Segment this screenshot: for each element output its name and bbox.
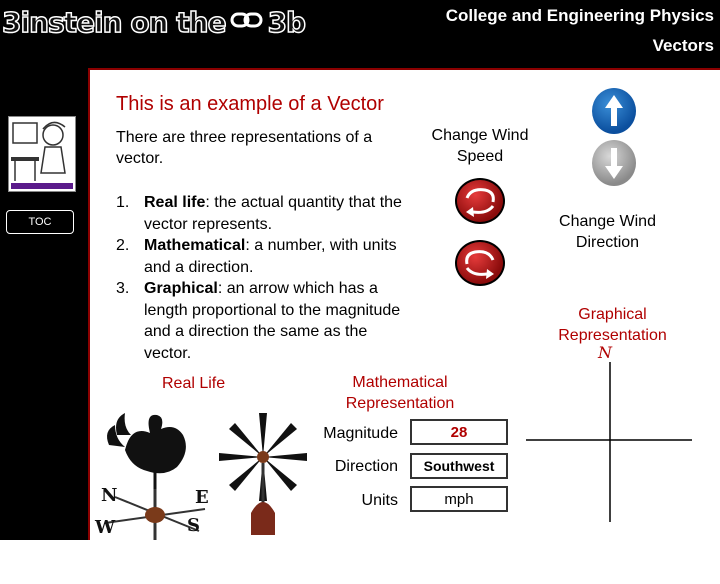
chain-link-icon xyxy=(230,8,264,37)
compass-e: E xyxy=(195,487,209,508)
compass-w: W xyxy=(95,517,116,538)
list-item: 3. Graphical: an arrow which has a length proportional to the magnitude and a direction the same as the vector. xyxy=(116,280,401,362)
pinwheel-icon xyxy=(219,413,307,535)
intro-text: There are three representations of a vector. xyxy=(116,129,373,167)
weathervane-image xyxy=(95,405,320,540)
rotate-left-icon xyxy=(457,180,503,222)
rotate-right-icon xyxy=(457,242,503,284)
graphical-representation-label: Graphical Representation xyxy=(558,306,667,344)
logo-text: 3instein on the xyxy=(2,5,226,39)
representations-list xyxy=(116,192,406,364)
left-sidebar xyxy=(0,68,88,584)
list-item: 2. Mathematical: a number, with units and a direction. xyxy=(116,237,397,276)
change-wind-speed-label: Change Wind Speed xyxy=(431,127,529,165)
logo-text-suffix: 3b xyxy=(267,5,306,39)
compass-s: S xyxy=(187,515,200,536)
rotate-counterclockwise-button[interactable] xyxy=(455,178,505,224)
magnitude-label: Magnitude xyxy=(323,425,398,442)
page-number: 3 xyxy=(18,568,26,584)
einstein-cartoon-image xyxy=(8,116,76,192)
einstein-logo xyxy=(2,2,305,42)
north-axis-label: N xyxy=(598,343,612,362)
units-label: Units xyxy=(361,492,398,509)
section-title: Vectors xyxy=(652,36,714,55)
direction-field: Southwest xyxy=(410,453,508,479)
magnitude-field: 28 xyxy=(410,419,508,445)
rotate-clockwise-button[interactable] xyxy=(455,240,505,286)
arrow-down-icon xyxy=(592,140,636,186)
change-wind-direction-label: Change Wind Direction xyxy=(559,213,656,251)
toc-button[interactable]: TOC xyxy=(6,210,74,234)
arrow-up-icon xyxy=(592,88,636,134)
compass-n: N xyxy=(101,485,118,506)
graphical-axes xyxy=(520,362,700,524)
list-item: 1. Real life: the actual quantity that the vector represents. xyxy=(116,194,402,233)
real-life-label: Real Life xyxy=(162,375,226,392)
rooster-icon xyxy=(107,413,186,489)
mathematical-representation-label: Mathematical Representation xyxy=(345,374,455,412)
decrease-speed-button[interactable] xyxy=(592,140,636,186)
header-bar xyxy=(0,0,720,68)
course-title: College and Engineering Physics xyxy=(445,6,714,25)
slide-heading: This is an example of a Vector xyxy=(116,93,384,115)
units-field: mph xyxy=(410,486,508,512)
increase-speed-button[interactable] xyxy=(592,88,636,134)
direction-label: Direction xyxy=(334,458,398,475)
